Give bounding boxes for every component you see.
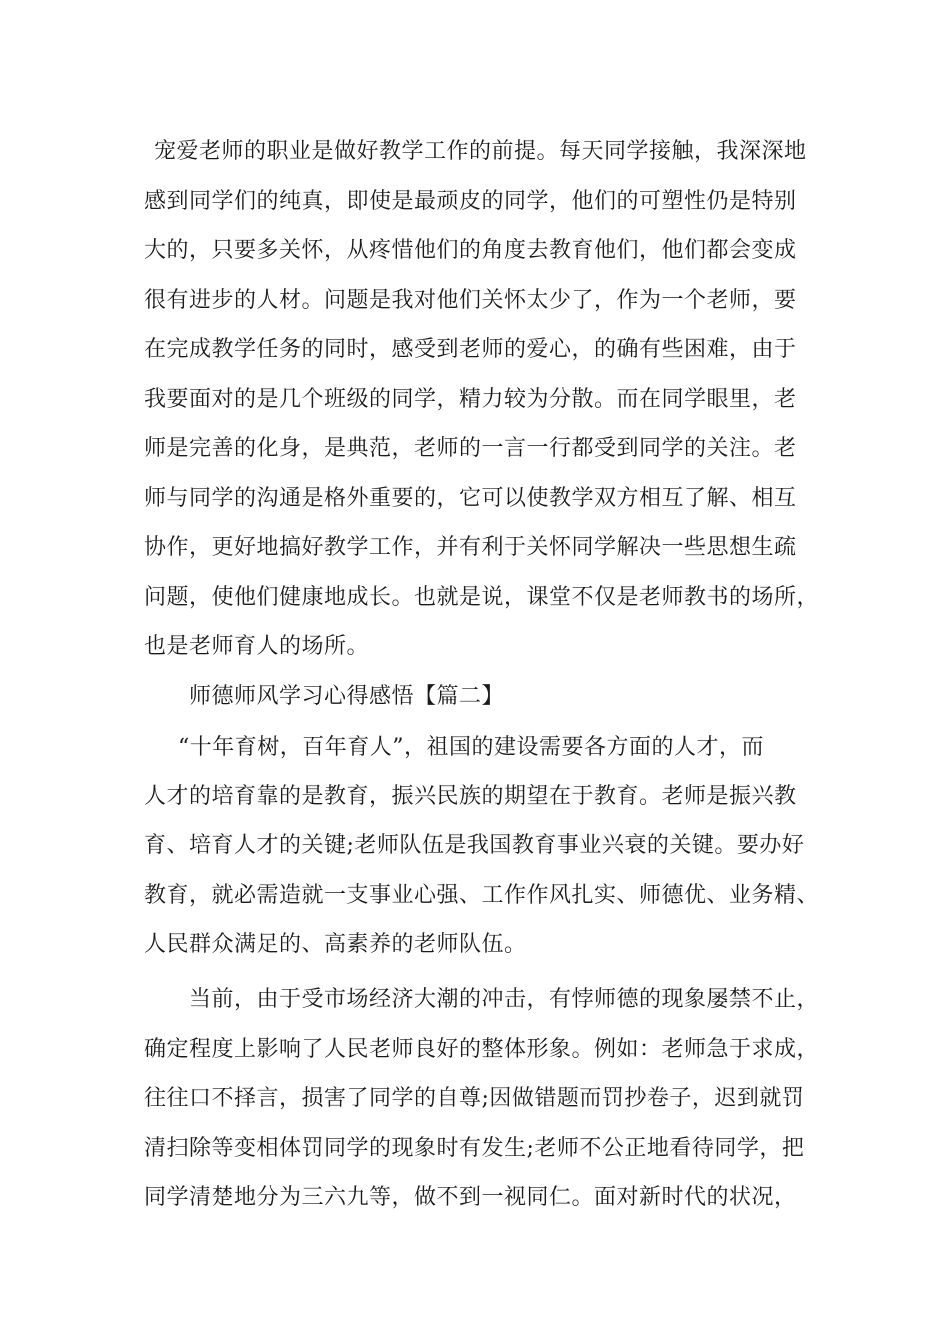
- paragraph-1-line-8: 师与同学的沟通是格外重要的，它可以使教学双方相互了解、相互: [144, 486, 797, 511]
- paragraph-3-line-5: 同学清楚地分为三六九等，做不到一视同仁。面对新时代的状况，: [144, 1185, 797, 1210]
- paragraph-1-line-10: 问题，使他们健康地成长。也就是说，课堂不仅是老师教书的场所，: [144, 585, 820, 610]
- paragraph-2-line-3: 育、培育人才的关键;老师队伍是我国教育事业兴衰的关键。要办好: [144, 833, 805, 858]
- paragraph-1-line-9: 协作，更好地搞好教学工作，并有利于关怀同学解决一些思想生疏: [144, 535, 797, 560]
- paragraph-2-line-5: 人民群众满足的、高素养的老师队伍。: [144, 932, 527, 957]
- paragraph-1-line-5: 在完成教学任务的同时，感受到老师的爱心，的确有些困难，由于: [144, 337, 797, 362]
- paragraph-1-line-7: 师是完善的化身，是典范，老师的一言一行都受到同学的关注。老: [144, 436, 797, 461]
- paragraph-1-line-4: 很有进步的人材。问题是我对他们关怀太少了，作为一个老师，要: [144, 288, 797, 313]
- paragraph-2-line-2: 人才的培育靠的是教育，振兴民族的期望在于教育。老师是振兴教: [144, 784, 797, 809]
- paragraph-2-line-1: “十年育树，百年育人”，祖国的建设需要各方面的人才，而: [178, 735, 764, 760]
- paragraph-3-line-2: 确定程度上影响了人民老师良好的整体形象。例如：老师急于求成，: [144, 1037, 820, 1062]
- paragraph-1-line-6: 我要面对的是几个班级的同学，精力较为分散。而在同学眼里，老: [144, 387, 797, 412]
- paragraph-1-line-1: 宠爱老师的职业是做好教学工作的前提。每天同学接触，我深深地: [154, 139, 807, 164]
- paragraph-3-line-3: 往往口不择言，损害了同学的自尊;因做错题而罚抄卷子，迟到就罚: [144, 1086, 805, 1111]
- paragraph-1-line-3: 大的，只要多关怀，从疼惜他们的角度去教育他们，他们都会变成: [144, 238, 797, 263]
- section-heading: 师德师风学习心得感悟【篇二】: [189, 684, 505, 709]
- paragraph-1-line-11: 也是老师育人的场所。: [144, 634, 370, 659]
- paragraph-1-line-2: 感到同学们的纯真，即使是最顽皮的同学，他们的可塑性仍是特别: [144, 189, 797, 214]
- paragraph-2-line-4: 教育，就必需造就一支事业心强、工作作风扎实、师德优、业务精、: [144, 883, 820, 908]
- paragraph-3-line-4: 清扫除等变相体罚同学的现象时有发生;老师不公正地看待同学，把: [144, 1136, 805, 1161]
- paragraph-3-line-1: 当前，由于受市场经济大潮的冲击，有悖师德的现象屡禁不止，: [189, 987, 820, 1012]
